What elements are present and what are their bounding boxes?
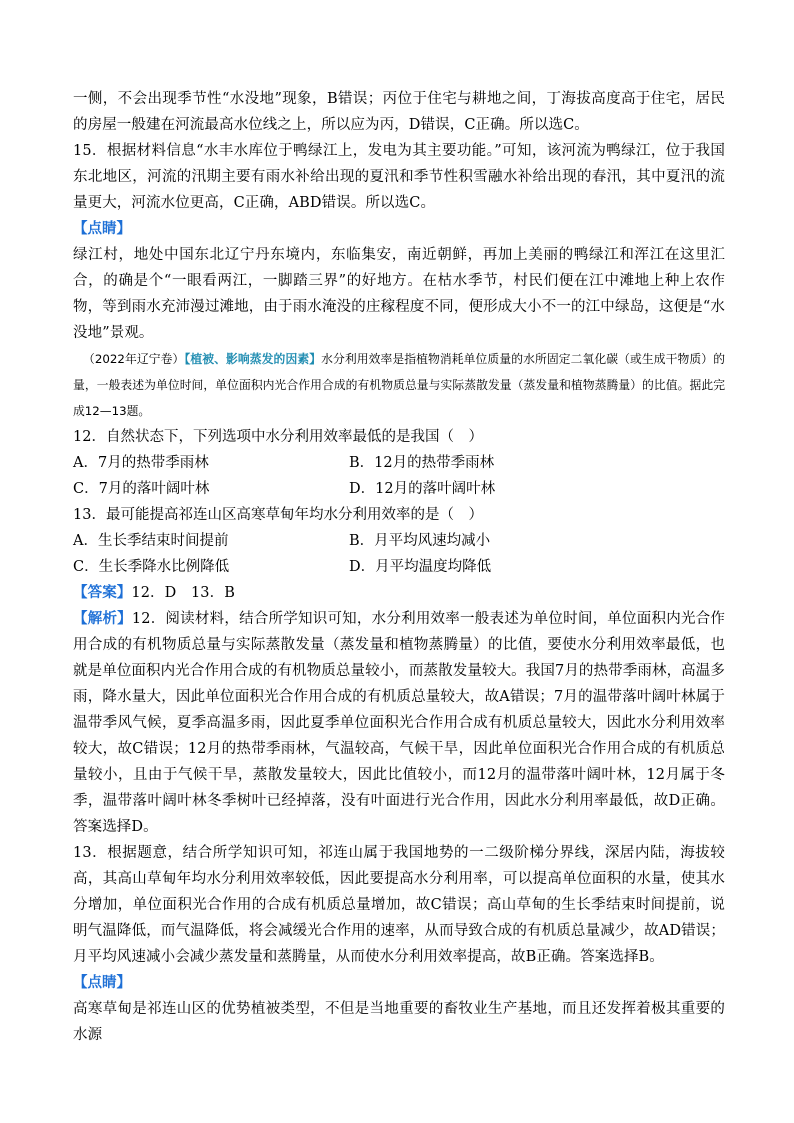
- option-a: A．7月的热带季雨林: [73, 455, 209, 471]
- question-12-stem: 12．自然状态下，下列选项中水分利用效率最低的是我国（ ）: [73, 429, 483, 445]
- answer-text: 12．D 13．B: [131, 585, 235, 601]
- source-text: 水分利用效率是指植物消耗单位质量的水所固定二氧化碳（或生成干物质）的量，一般表述为单位时间，单位面积内光合作用合成的有机物质总量与实际蒸散发量（蒸发量和植物蒸腾量）的比值。据此完成12—13题。: [73, 352, 725, 418]
- analysis-tag: 【解析】: [73, 610, 132, 627]
- source-category: 【植被、影响蒸发的因素】: [184, 352, 322, 366]
- paragraph-q15-analysis: 15．根据材料信息“水丰水库位于鸭绿江上，发电为其主要功能。”可知，该河流为鸭绿江，位于我国东北地区，河流的汛期主要有雨水补给出现的夏汛和季节性积雪融水补给出现的春汛，其中夏汛的流量更大，河流水位更高，C正确，ABD错误。所以选C。: [73, 143, 725, 211]
- option-b: B．月平均风速均减小: [349, 533, 491, 549]
- document-page: [73, 86, 725, 1048]
- option-a: A．生长季结束时间提前: [73, 533, 229, 549]
- option-c: C．7月的落叶阔叶林: [73, 481, 210, 497]
- analysis-12: [73, 606, 725, 840]
- option-c: C．生长季降水比例降低: [73, 559, 230, 575]
- dianjing-tag: 【点睛】: [73, 220, 131, 237]
- question-source: [73, 346, 725, 424]
- option-d: D．12月的落叶阔叶林: [349, 481, 496, 497]
- answer-tag: 【答案】: [73, 584, 132, 601]
- question-13-stem: 13．最可能提高祁连山区高寒草甸年均水分利用效率的是（ ）: [73, 507, 483, 523]
- option-b: B．12月的热带季雨林: [349, 455, 495, 471]
- answer-line: [73, 580, 725, 606]
- dianjing-tag-2: 【点睛】: [73, 974, 131, 991]
- source-origin: （2022年辽宁卷）: [83, 352, 185, 366]
- paragraph-q14-tail: 一侧，不会出现季节性“水没地”现象，B错误；丙位于住宅与耕地之间，丁海拔高度高于住宅，居民的房屋一般建在河流最高水位线之上，所以应为丙，D错误，C正确。所以选C。: [73, 91, 725, 133]
- option-d: D．月平均温度均降低: [349, 559, 492, 575]
- dianjing-text: 绿江村，地处中国东北辽宁丹东境内，东临集安，南近朝鲜，再加上美丽的鸭绿江和浑江在这里汇合，的确是个“一眼看两江，一脚踏三界”的好地方。在枯水季节，村民们便在江中滩地上种上农作物，等到雨水充沛漫过滩地，由于雨水淹没的庄稼程度不同，便形成大小不一的江中绿岛，这便是“水没地”景观。: [73, 247, 725, 341]
- dianjing-text-2: 高寒草甸是祁连山区的优势植被类型，不但是当地重要的畜牧业生产基地，而且还发挥着极其重要的水源: [73, 1001, 725, 1043]
- analysis-13: 13．根据题意，结合所学知识可知，祁连山属于我国地势的一二级阶梯分界线，深居内陆，海拔较高，其高山草甸年均水分利用效率较低，因此要提高水分利用率，可以提高单位面积的水量，使其水分增加，单位面积光合作用的合成有机质总量增加，故C错误；高山草甸的生长季结束时间提前，说明气温降低，而气温降低，将会减缓光合作用的速率，从而导致合成的有机质总量减少，故AD错误；月平均风速减小会减少蒸发量和蒸腾量，从而使水分利用效率提高，故B正确。答案选择B。: [73, 845, 725, 965]
- analysis-12-text: 12．阅读材料，结合所学知识可知，水分利用效率一般表述为单位时间，单位面积内光合作用合成的有机物质总量与实际蒸散发量（蒸发量和植物蒸腾量）的比值，要使水分利用效率最低，也就是单位面积内光合作用合成的有机物质总量较小，而蒸散发量较大。我国7月的热带季雨林，高温多雨，降水量大，因此单位面积光合作用合成的有机质总量较大，故A错误；7月的温带落叶阔叶林属于温带季风气候，夏季高温多雨，因此夏季单位面积光合作用合成有机质总量较大，因此水分利用效率较大，故C错误；12月的热带季雨林，气温较高，气候干旱，因此单位面积光合作用合成的有机质总量较小，且由于气候干旱，蒸散发量较大，因此比值较小，而12月的温带落叶阔叶林，12月属于冬季，温带落叶阔叶林冬季树叶已经掉落，没有叶面进行光合作用，因此水分利用率最低，故D正确。答案选择D。: [73, 611, 725, 835]
- question-12-options: [73, 450, 725, 502]
- question-13-options: [73, 528, 725, 580]
